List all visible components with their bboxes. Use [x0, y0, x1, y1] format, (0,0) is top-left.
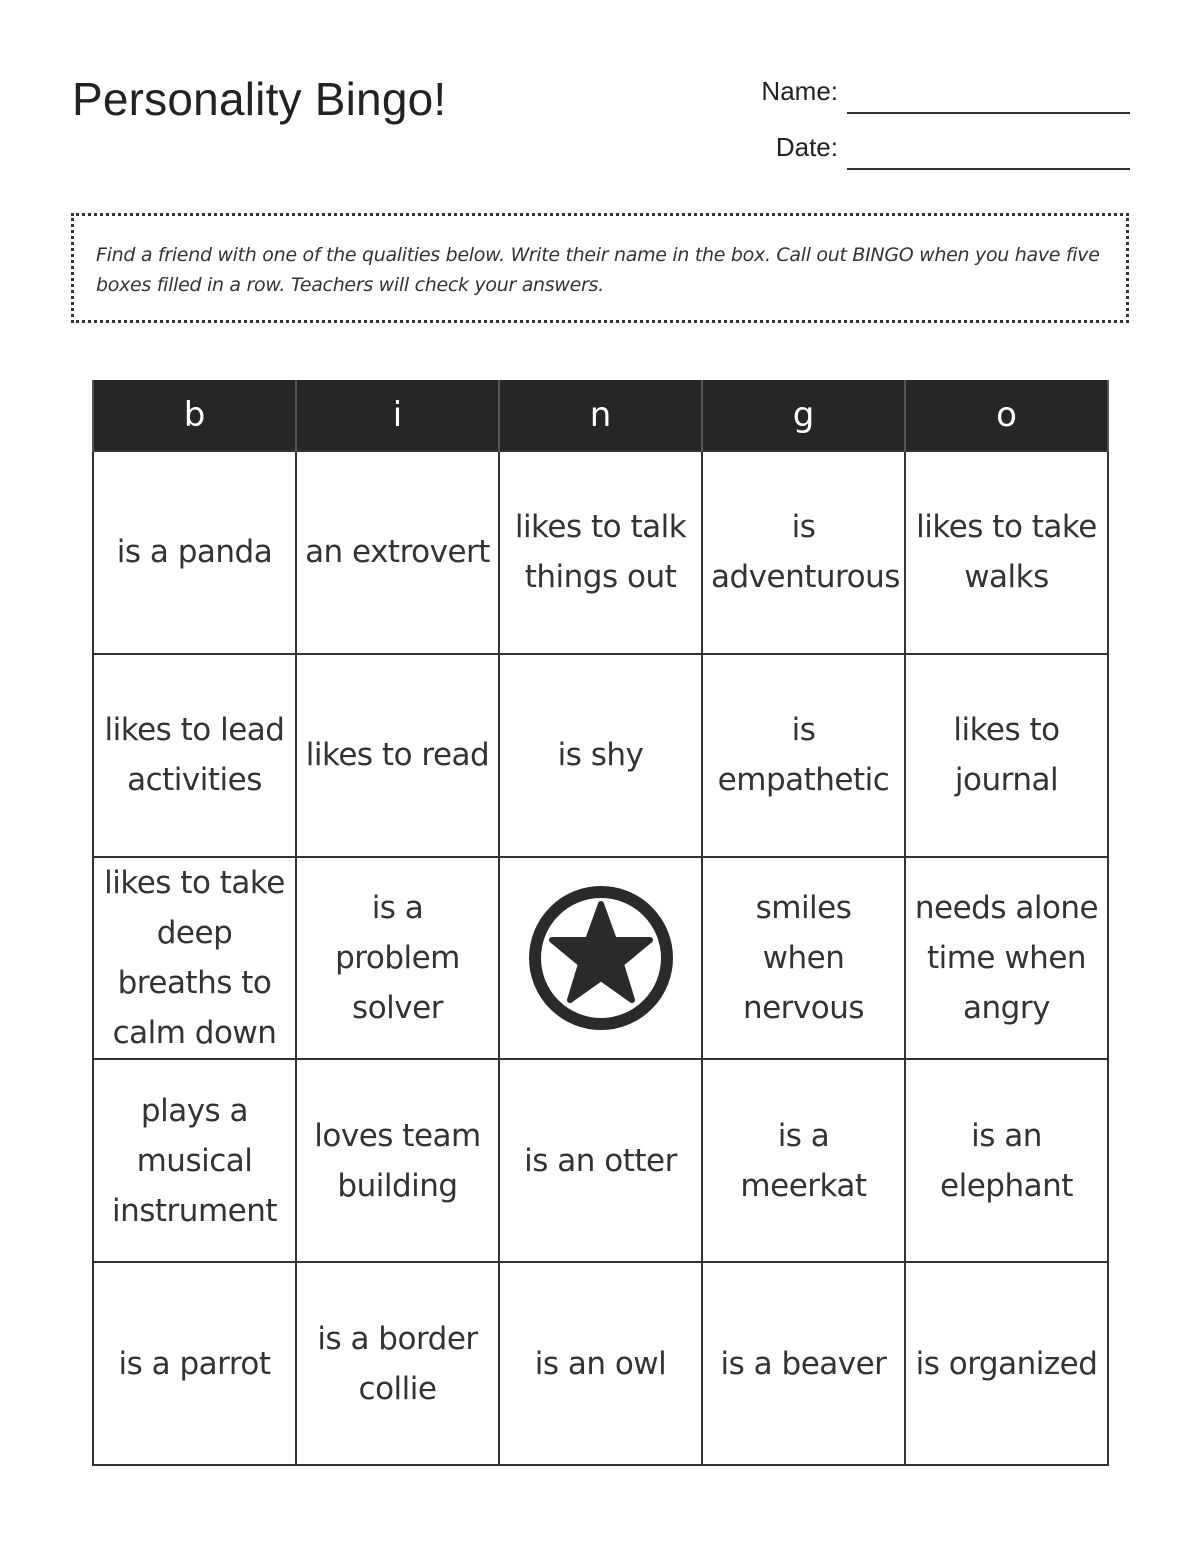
bingo-row	[93, 1059, 1108, 1262]
bingo-row	[93, 857, 1108, 1060]
bingo-cell[interactable]: likes to talk things out	[499, 451, 702, 654]
instructions-box	[71, 213, 1129, 323]
bingo-cell[interactable]: likes to journal	[905, 654, 1108, 857]
bingo-cell[interactable]: loves team building	[296, 1059, 499, 1262]
bingo-cell[interactable]: is an otter	[499, 1059, 702, 1262]
bingo-row	[93, 451, 1108, 654]
bingo-row	[93, 654, 1108, 857]
bingo-cell[interactable]: is organized	[905, 1262, 1108, 1465]
bingo-cell[interactable]: likes to read	[296, 654, 499, 857]
bingo-cell[interactable]: is an elephant	[905, 1059, 1108, 1262]
bingo-cell[interactable]: likes to lead activities	[93, 654, 296, 857]
free-space-cell[interactable]	[499, 857, 702, 1060]
column-header-g: g	[702, 380, 905, 451]
bingo-cell[interactable]: is a meerkat	[702, 1059, 905, 1262]
bingo-cell[interactable]: is a border collie	[296, 1262, 499, 1465]
bingo-row	[93, 1262, 1108, 1465]
bingo-cell[interactable]: plays a musical instrument	[93, 1059, 296, 1262]
column-header-b: b	[93, 380, 296, 451]
name-blank-line[interactable]	[847, 112, 1130, 114]
instructions-text: Find a friend with one of the qualities below. Write their name in the box. Call out BINGO when you have five boxes filled in a row. Teachers will check your answers.	[96, 244, 1100, 296]
column-header-n: n	[499, 380, 702, 451]
date-blank-line[interactable]	[847, 168, 1130, 170]
bingo-cell[interactable]: is a problem solver	[296, 857, 499, 1060]
bingo-cell[interactable]: likes to take walks	[905, 451, 1108, 654]
star-in-circle-icon	[526, 883, 676, 1033]
page-title: Personality Bingo!	[72, 73, 447, 125]
bingo-cell[interactable]: likes to take deep breaths to calm down	[93, 857, 296, 1060]
bingo-cell[interactable]: an extrovert	[296, 451, 499, 654]
bingo-cell[interactable]: is adventurous	[702, 451, 905, 654]
name-label: Name:	[761, 76, 838, 106]
bingo-header-row	[93, 380, 1108, 451]
date-label: Date:	[775, 132, 838, 162]
bingo-cell[interactable]: is an owl	[499, 1262, 702, 1465]
bingo-cell[interactable]: is a panda	[93, 451, 296, 654]
bingo-board	[92, 380, 1109, 1466]
bingo-cell[interactable]: is a beaver	[702, 1262, 905, 1465]
column-header-o: o	[905, 380, 1108, 451]
bingo-cell[interactable]: is empathetic	[702, 654, 905, 857]
bingo-cell[interactable]: needs alone time when angry	[905, 857, 1108, 1060]
bingo-cell[interactable]: smiles when nervous	[702, 857, 905, 1060]
column-header-i: i	[296, 380, 499, 451]
bingo-cell[interactable]: is shy	[499, 654, 702, 857]
bingo-cell[interactable]: is a parrot	[93, 1262, 296, 1465]
